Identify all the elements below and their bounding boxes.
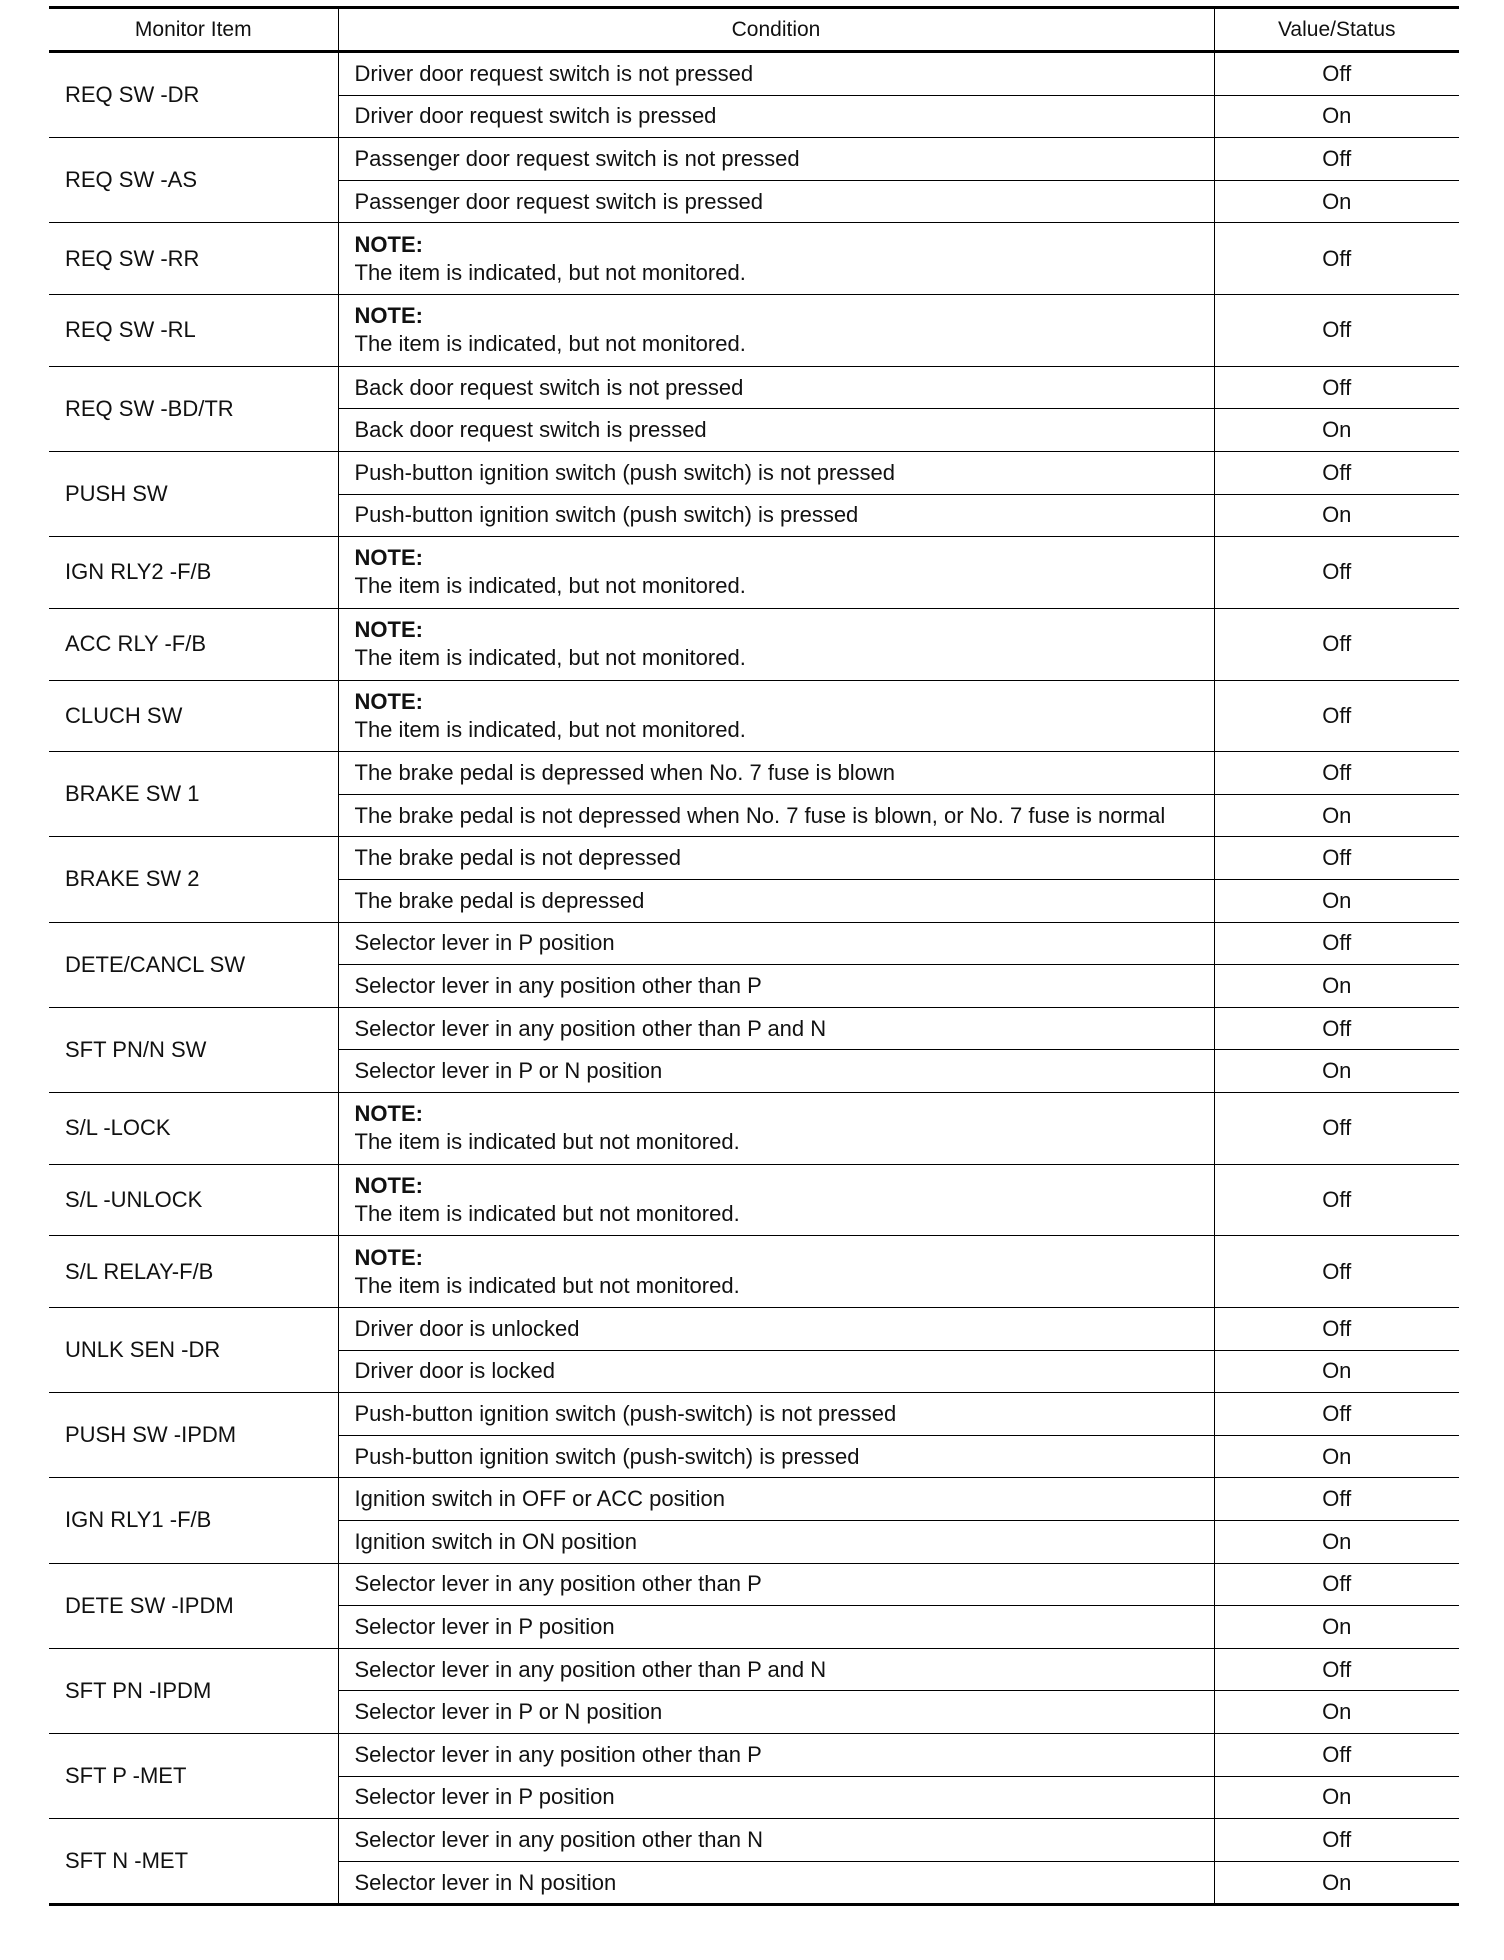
monitor-item-cell: CLUCH SW	[49, 680, 338, 752]
value-status-cell: Off	[1214, 752, 1459, 795]
condition-cell: Driver door request switch is not pressed	[338, 52, 1214, 96]
value-status-cell: On	[1214, 1435, 1459, 1478]
condition-cell: Driver door is unlocked	[338, 1308, 1214, 1351]
note-text: The item is indicated but not monitored.	[354, 1272, 740, 1298]
header-value-status: Value/Status	[1214, 8, 1459, 52]
condition-cell: The brake pedal is not depressed when No. 7 fuse is blown, or No. 7 fuse is normal	[338, 794, 1214, 837]
value-status-cell: On	[1214, 794, 1459, 837]
monitor-item-cell: REQ SW -DR	[49, 52, 338, 138]
value-status-cell: Off	[1214, 1393, 1459, 1436]
value-status-cell: On	[1214, 1861, 1459, 1905]
table-row	[49, 752, 1459, 795]
monitor-item-cell: SFT P -MET	[49, 1733, 338, 1818]
table-row	[49, 1164, 1459, 1236]
condition-cell: Selector lever in P or N position	[338, 1050, 1214, 1093]
header-row	[49, 8, 1459, 52]
note-text: The item is indicated but not monitored.	[354, 1129, 740, 1155]
condition-cell: Selector lever in any position other than P	[338, 965, 1214, 1008]
value-status-cell: Off	[1214, 366, 1459, 409]
value-status-cell: Off	[1214, 837, 1459, 880]
monitor-item-cell: IGN RLY2 -F/B	[49, 537, 338, 609]
condition-cell: Selector lever in any position other than P and N	[338, 1007, 1214, 1050]
condition-cell: The brake pedal is not depressed	[338, 837, 1214, 880]
condition-cell: Back door request switch is not pressed	[338, 366, 1214, 409]
note-label: NOTE:	[354, 1101, 423, 1127]
note-text: The item is indicated, but not monitored.	[354, 573, 746, 599]
value-status-cell: Off	[1214, 1164, 1459, 1236]
note-label: NOTE:	[354, 1244, 423, 1270]
value-status-cell: Off	[1214, 922, 1459, 965]
table-row	[49, 1007, 1459, 1050]
value-status-cell: On	[1214, 1776, 1459, 1819]
note-text: The item is indicated, but not monitored.	[354, 331, 746, 357]
value-status-cell: Off	[1214, 295, 1459, 367]
monitor-item-cell: DETE/CANCL SW	[49, 922, 338, 1007]
monitor-item-cell: DETE SW -IPDM	[49, 1563, 338, 1648]
value-status-cell: On	[1214, 879, 1459, 922]
condition-cell	[338, 1236, 1214, 1308]
table-row	[49, 1478, 1459, 1521]
condition-cell	[338, 1092, 1214, 1164]
table-body	[49, 52, 1459, 1905]
table-row	[49, 1236, 1459, 1308]
note-text: The item is indicated, but not monitored.	[354, 259, 746, 285]
condition-cell	[338, 537, 1214, 609]
monitor-item-cell: IGN RLY1 -F/B	[49, 1478, 338, 1563]
table-row	[49, 1092, 1459, 1164]
note-label: NOTE:	[354, 688, 423, 714]
table-row	[49, 1308, 1459, 1351]
value-status-cell: Off	[1214, 1819, 1459, 1862]
condition-cell: The brake pedal is depressed	[338, 879, 1214, 922]
monitor-item-cell: REQ SW -RR	[49, 223, 338, 295]
condition-cell: Selector lever in P position	[338, 1776, 1214, 1819]
value-status-cell: On	[1214, 1520, 1459, 1563]
note-label: NOTE:	[354, 1172, 423, 1198]
condition-cell: Push-button ignition switch (push-switch) is not pressed	[338, 1393, 1214, 1436]
monitor-item-cell: S/L -LOCK	[49, 1092, 338, 1164]
table-row	[49, 138, 1459, 181]
note-text: The item is indicated, but not monitored.	[354, 645, 746, 671]
value-status-cell: Off	[1214, 1648, 1459, 1691]
value-status-cell: Off	[1214, 608, 1459, 680]
value-status-cell: On	[1214, 409, 1459, 452]
monitor-item-cell: REQ SW -RL	[49, 295, 338, 367]
condition-cell: Passenger door request switch is not pressed	[338, 138, 1214, 181]
table-row	[49, 537, 1459, 609]
value-status-cell: On	[1214, 95, 1459, 138]
table-row	[49, 52, 1459, 96]
table-row	[49, 1733, 1459, 1776]
condition-cell: Selector lever in P position	[338, 1606, 1214, 1649]
value-status-cell: Off	[1214, 451, 1459, 494]
table-row	[49, 922, 1459, 965]
value-status-cell: Off	[1214, 1563, 1459, 1606]
monitor-item-cell: SFT PN/N SW	[49, 1007, 338, 1092]
condition-cell: Selector lever in any position other than P and N	[338, 1648, 1214, 1691]
table-header	[49, 8, 1459, 52]
monitor-item-cell: ACC RLY -F/B	[49, 608, 338, 680]
value-status-cell: On	[1214, 1606, 1459, 1649]
condition-cell: Back door request switch is pressed	[338, 409, 1214, 452]
monitor-item-cell: S/L -UNLOCK	[49, 1164, 338, 1236]
value-status-cell: Off	[1214, 680, 1459, 752]
monitor-item-cell: REQ SW -AS	[49, 138, 338, 223]
table-row	[49, 837, 1459, 880]
table-row	[49, 366, 1459, 409]
note-text: The item is indicated but not monitored.	[354, 1200, 740, 1226]
condition-cell: Ignition switch in ON position	[338, 1520, 1214, 1563]
condition-cell: Selector lever in P or N position	[338, 1691, 1214, 1734]
value-status-cell: Off	[1214, 52, 1459, 96]
note-text: The item is indicated, but not monitored.	[354, 716, 746, 742]
table-row	[49, 451, 1459, 494]
condition-cell: Selector lever in any position other than P	[338, 1733, 1214, 1776]
table-row	[49, 295, 1459, 367]
value-status-cell: On	[1214, 180, 1459, 223]
monitor-item-cell: REQ SW -BD/TR	[49, 366, 338, 451]
condition-cell: Ignition switch in OFF or ACC position	[338, 1478, 1214, 1521]
monitor-item-cell: SFT N -MET	[49, 1819, 338, 1905]
value-status-cell: On	[1214, 1691, 1459, 1734]
condition-cell: Passenger door request switch is pressed	[338, 180, 1214, 223]
value-status-cell: Off	[1214, 1308, 1459, 1351]
table-row	[49, 680, 1459, 752]
monitor-item-table	[49, 6, 1459, 1906]
value-status-cell: On	[1214, 1350, 1459, 1393]
note-label: NOTE:	[354, 231, 423, 257]
monitor-item-cell: PUSH SW -IPDM	[49, 1393, 338, 1478]
value-status-cell: Off	[1214, 138, 1459, 181]
value-status-cell: On	[1214, 1050, 1459, 1093]
note-label: NOTE:	[354, 303, 423, 329]
note-label: NOTE:	[354, 617, 423, 643]
condition-cell: Push-button ignition switch (push switch) is not pressed	[338, 451, 1214, 494]
monitor-item-cell: S/L RELAY-F/B	[49, 1236, 338, 1308]
condition-cell: Push-button ignition switch (push-switch) is pressed	[338, 1435, 1214, 1478]
monitor-item-cell: SFT PN -IPDM	[49, 1648, 338, 1733]
header-condition: Condition	[338, 8, 1214, 52]
condition-cell	[338, 295, 1214, 367]
condition-cell	[338, 223, 1214, 295]
value-status-cell: Off	[1214, 1236, 1459, 1308]
condition-cell: Driver door is locked	[338, 1350, 1214, 1393]
header-monitor-item: Monitor Item	[49, 8, 338, 52]
condition-cell: Driver door request switch is pressed	[338, 95, 1214, 138]
value-status-cell: On	[1214, 494, 1459, 537]
monitor-item-cell: UNLK SEN -DR	[49, 1308, 338, 1393]
table-row	[49, 223, 1459, 295]
monitor-item-cell: BRAKE SW 1	[49, 752, 338, 837]
value-status-cell: On	[1214, 965, 1459, 1008]
table-row	[49, 608, 1459, 680]
condition-cell: Selector lever in any position other than N	[338, 1819, 1214, 1862]
condition-cell	[338, 1164, 1214, 1236]
condition-cell: Selector lever in any position other than P	[338, 1563, 1214, 1606]
value-status-cell: Off	[1214, 1733, 1459, 1776]
condition-cell	[338, 680, 1214, 752]
condition-cell: The brake pedal is depressed when No. 7 fuse is blown	[338, 752, 1214, 795]
table-row	[49, 1393, 1459, 1436]
condition-cell: Push-button ignition switch (push switch) is pressed	[338, 494, 1214, 537]
note-label: NOTE:	[354, 545, 423, 571]
table-row	[49, 1563, 1459, 1606]
value-status-cell: Off	[1214, 1092, 1459, 1164]
table-row	[49, 1648, 1459, 1691]
condition-cell: Selector lever in P position	[338, 922, 1214, 965]
condition-cell	[338, 608, 1214, 680]
monitor-item-cell: PUSH SW	[49, 451, 338, 536]
value-status-cell: Off	[1214, 223, 1459, 295]
monitor-item-cell: BRAKE SW 2	[49, 837, 338, 922]
condition-cell: Selector lever in N position	[338, 1861, 1214, 1905]
table-row	[49, 1819, 1459, 1862]
value-status-cell: Off	[1214, 537, 1459, 609]
value-status-cell: Off	[1214, 1478, 1459, 1521]
value-status-cell: Off	[1214, 1007, 1459, 1050]
